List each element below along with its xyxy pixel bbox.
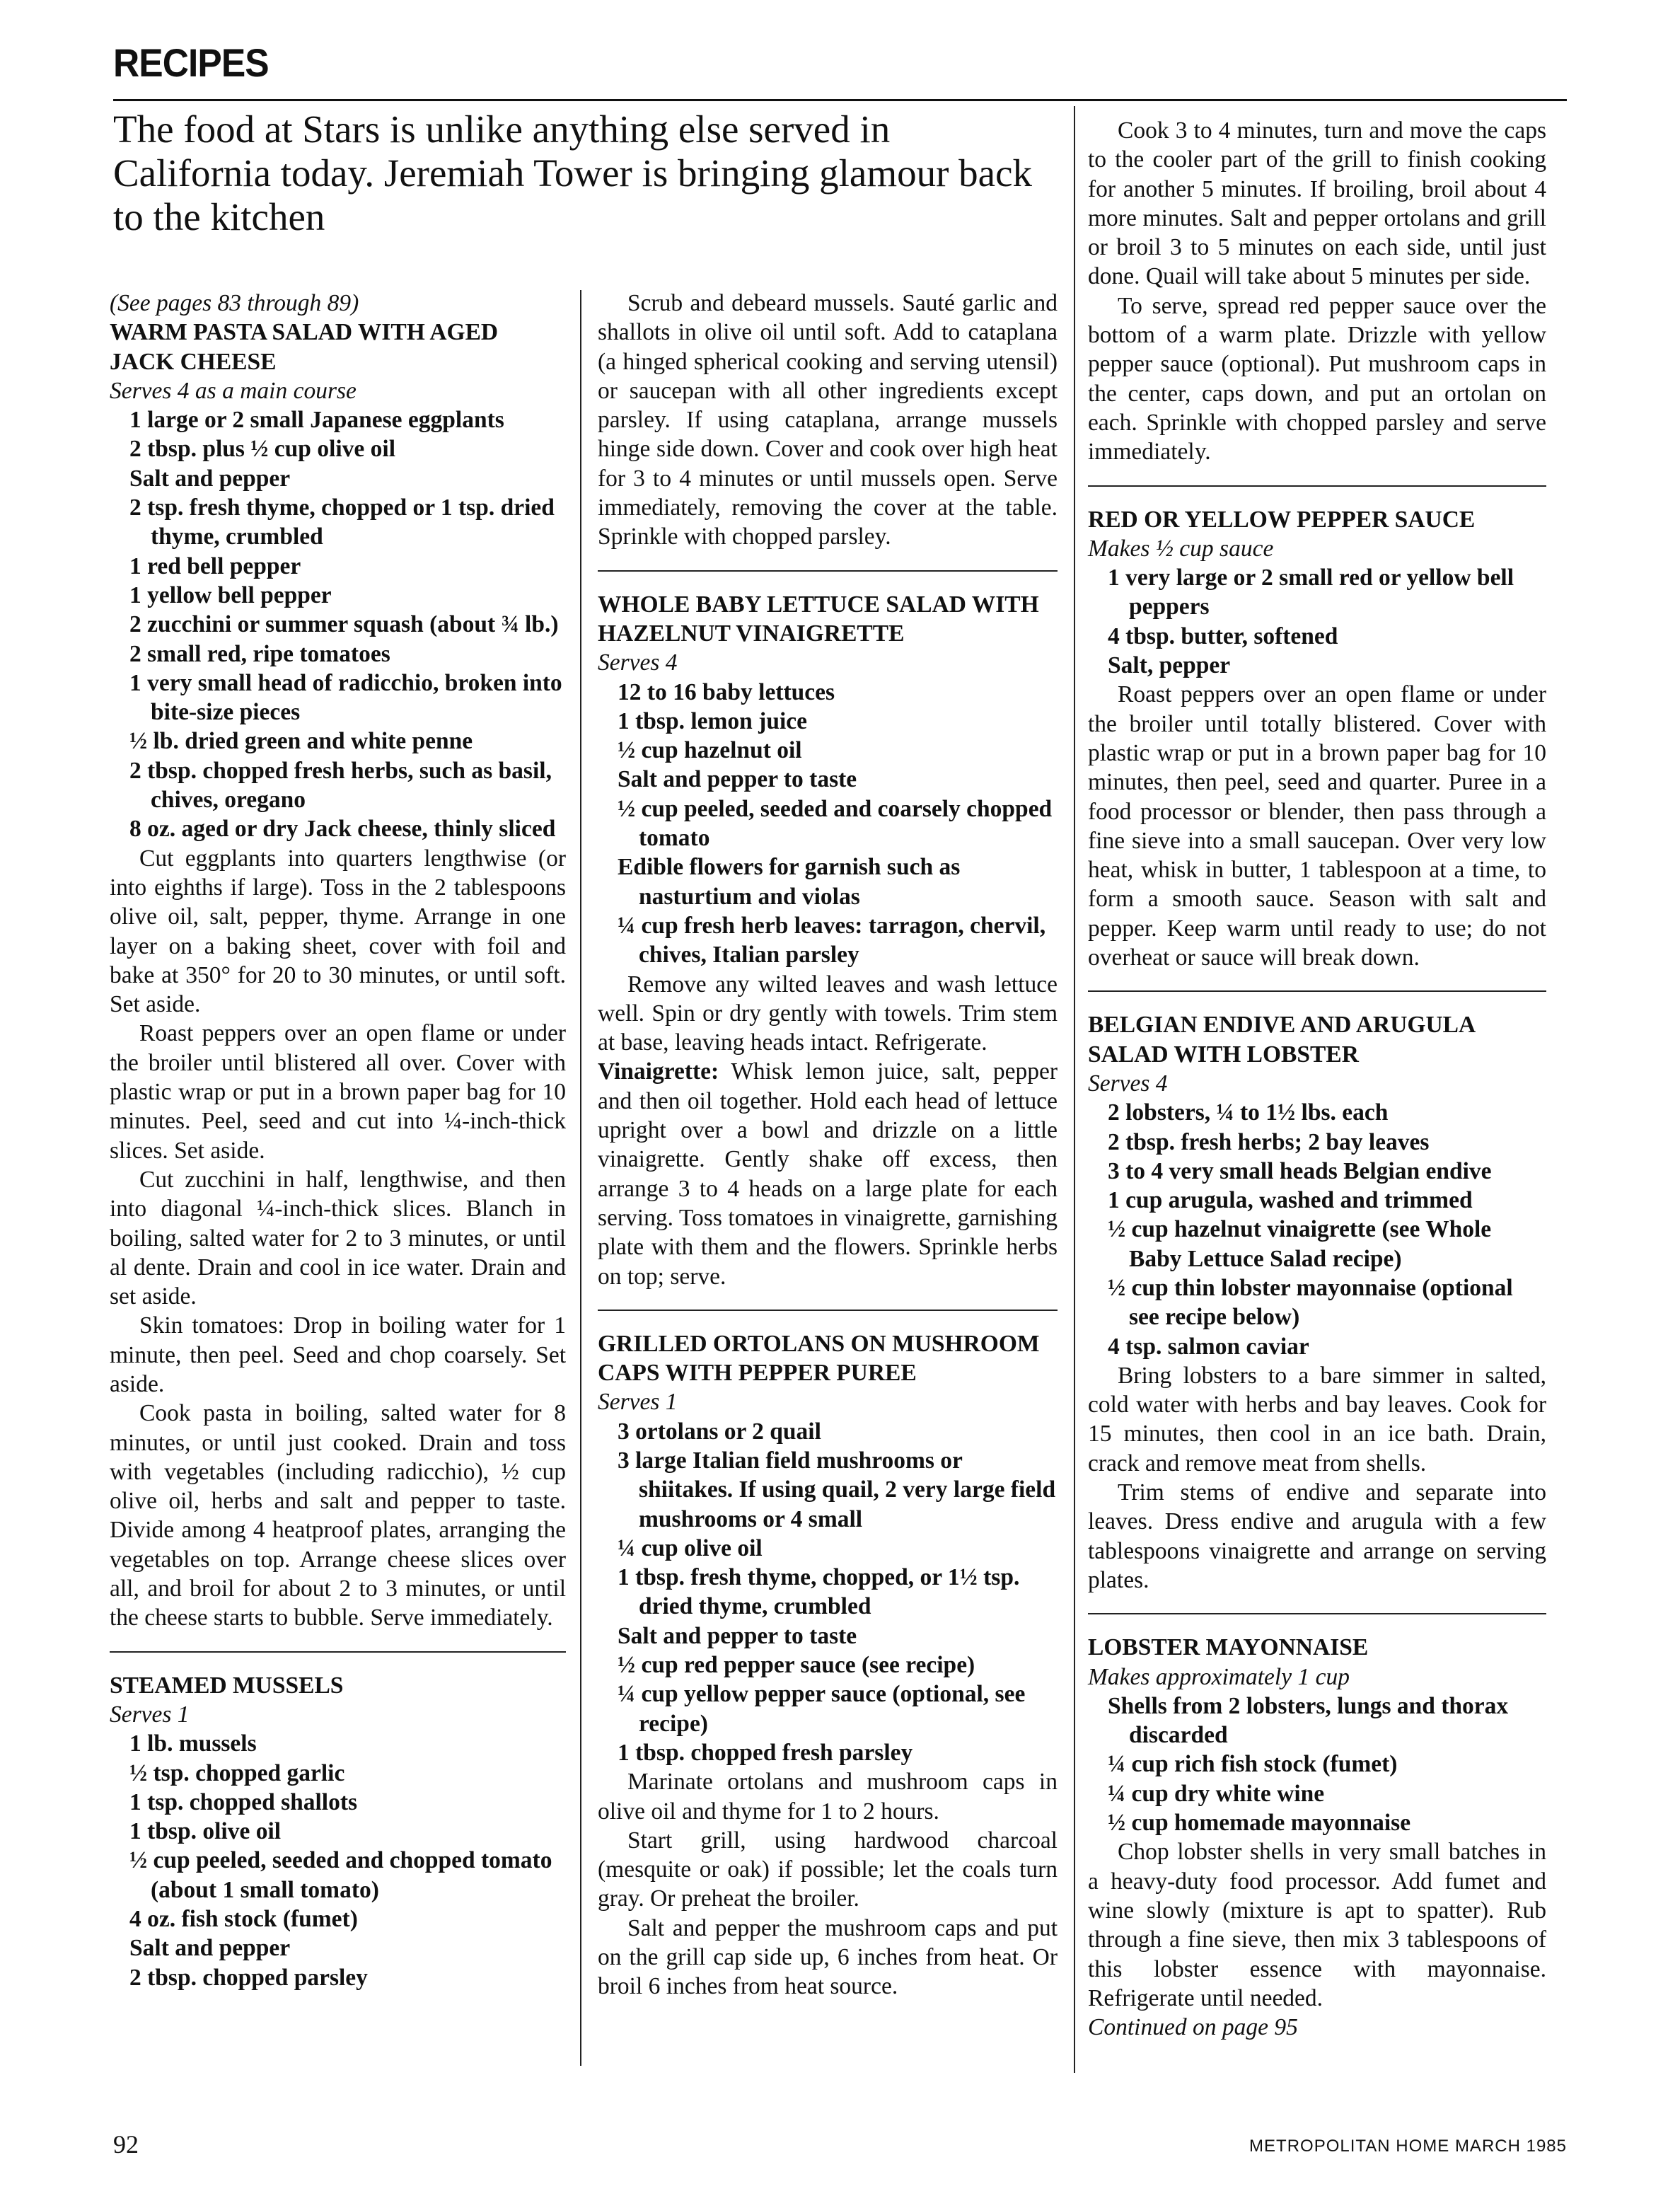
recipe-yield: Serves 4 — [1088, 1070, 1168, 1097]
ingredient: ¼ cup olive oil — [618, 1534, 763, 1561]
paragraph-text: Salt and pepper the mushroom caps and put on the grill cap side up, 6 inches from heat. Or broil 6 inches from heat source. — [598, 1914, 1058, 2000]
instruction-paragraph — [110, 1311, 566, 1399]
instruction-paragraph — [1088, 1837, 1546, 2013]
column-1 — [110, 289, 566, 1992]
ingredient: 12 to 16 baby lettuces — [618, 678, 835, 705]
ingredient: Salt and pepper — [129, 465, 291, 492]
ingredient: 1 tsp. chopped shallots — [129, 1788, 358, 1815]
ingredient: ½ cup thin lobster mayonnaise (optional see recipe below) — [1108, 1274, 1513, 1331]
recipe-title: STEAMED MUSSELS — [110, 1672, 344, 1699]
column-divider — [1074, 106, 1075, 2073]
ingredient: 2 tbsp. chopped parsley — [129, 1964, 368, 1991]
paragraph-text: Cook 3 to 4 minutes, turn and move the caps to the cooler part of the grill to finish cooking for another 5 minutes. If broiling, broil about 4 more minutes. Salt and pepper ortolans and grill or broil 3 to 5 minutes on each side, until just done. Quail will take about 5 minutes per side. — [1088, 117, 1546, 290]
ingredient: ½ cup homemade mayonnaise — [1108, 1810, 1411, 1837]
paragraph-text: Cut zucchini in half, lengthwise, and then into diagonal ¼-inch-thick slices. Blanch in boiling, salted water for 2 to 3 minutes, or until al dente. Drain and cool in ice water. Drain and set aside. — [110, 1166, 566, 1310]
ingredient: Salt and pepper to taste — [618, 766, 857, 793]
paragraph-text: Trim stems of endive and separate into leaves. Dress endive and arugula with a few tablespoons vinaigrette and arrange on serving plates. — [1088, 1479, 1546, 1593]
recipe-title: RED OR YELLOW PEPPER SAUCE — [1088, 506, 1476, 533]
magazine-credit: METROPOLITAN HOME MARCH 1985 — [1249, 2137, 1567, 2156]
ingredient: 1 red bell pepper — [129, 553, 301, 579]
recipe-yield: Makes ½ cup sauce — [1088, 535, 1274, 562]
ingredient: 1 very small head of radicchio, broken into bite-size pieces — [129, 669, 562, 726]
instruction-paragraph — [598, 289, 1058, 552]
paragraph-text: Marinate ortolans and mushroom caps in olive oil and thyme for 1 to 2 hours. — [598, 1769, 1058, 1825]
recipe-yield: Makes approximately 1 cup — [1088, 1663, 1350, 1690]
instruction-paragraph — [1088, 680, 1546, 972]
paragraph-text: Whisk lemon juice, salt, pepper and then oil together. Hold each head of lettuce upright over a bowl and drizzle on a little vinaigrette. Gently shake off excess, then arrange 3 to 4 heads on a large plate for each serving. Toss tomatoes in vinaigrette, garnishing plate with them and the flowers. Sprinkle herbs on top; serve. — [598, 1058, 1058, 1290]
instruction-paragraph — [110, 1165, 566, 1311]
ingredient: 1 tbsp. olive oil — [129, 1818, 282, 1845]
ingredient: ¼ cup fresh herb leaves: tarragon, chervil, chives, Italian parsley — [618, 912, 1046, 969]
ingredient: 1 yellow bell pepper — [129, 582, 332, 608]
recipe-title: BELGIAN ENDIVE AND ARUGULA SALAD WITH LOBSTER — [1088, 1012, 1475, 1068]
instruction-paragraph — [1088, 1478, 1546, 1595]
recipe-title: WARM PASTA SALAD WITH AGED JACK CHEESE — [110, 319, 499, 375]
ingredient: 8 oz. aged or dry Jack cheese, thinly sliced — [129, 816, 556, 843]
ingredient: 2 tbsp. chopped fresh herbs, such as basil, chives, oregano — [129, 757, 552, 814]
ingredient: ¼ cup dry white wine — [1108, 1780, 1325, 1807]
paragraph-text: Chop lobster shells in very small batches in a heavy-duty food processor. Add fumet and wine slowly (mixture is apt to spatter). Rub through a fine sieve, then mix 3 tablespoons of this lobster essence with mayonnaise. Refrigerate until needed. — [1088, 1839, 1546, 2011]
continued-note: Continued on page 95 — [1088, 2014, 1298, 2041]
ingredient: 2 lobsters, ¼ to 1½ lbs. each — [1108, 1099, 1389, 1126]
ingredient: 3 large Italian field mushrooms or shiitakes. If using quail, 2 very large field mushrooms or 4 small — [618, 1447, 1056, 1532]
ingredient: Edible flowers for garnish such as nasturtium and violas — [618, 854, 961, 910]
instruction-paragraph — [598, 1826, 1058, 1914]
recipe — [1088, 990, 1546, 1595]
ingredient: ½ cup hazelnut vinaigrette (see Whole Baby Lettuce Salad recipe) — [1108, 1216, 1492, 1272]
headline: The food at Stars is unlike anything else served in California today. Jeremiah Tower is bringing glamour back to the kitchen — [113, 108, 1032, 238]
instruction-paragraph — [110, 1399, 566, 1632]
paragraph-text: Cook pasta in boiling, salted water for 8 minutes, or until just cooked. Drain and toss with vegetables (including radicchio), ½ cup olive oil, herbs and salt and pepper to taste. Divide among 4 heatproof plates, arranging the vegetables on top. Arrange cheese slices over all, and broil for about 2 to 3 minutes, or until the cheese starts to bubble. Serve immediately. — [110, 1400, 566, 1631]
paragraph-text: Remove any wilted leaves and wash lettuce well. Spin or dry gently with towels. Trim stem at base, leaving heads intact. Refrigerate. — [598, 971, 1058, 1056]
recipe — [1088, 485, 1546, 973]
paragraph-text: Roast peppers over an open flame or under the broiler until blistered all over. Cover with plastic wrap or put in a brown paper bag for 10 minutes. Peel, seed and cut into ¼-inch-thick slices. Set aside. — [110, 1020, 566, 1164]
paragraph-text: To serve, spread red pepper sauce over the bottom of a warm plate. Drizzle with yellow pepper sauce (optional). Put mushroom caps in the center, caps down, and put an ortolan on each. Sprinkle with chopped parsley and serve immediately. — [1088, 292, 1546, 466]
ingredient: ½ cup peeled, seeded and chopped tomato (about 1 small tomato) — [129, 1847, 552, 1903]
page-number: 92 — [113, 2130, 139, 2158]
ingredient: 3 to 4 very small heads Belgian endive — [1108, 1157, 1492, 1184]
instruction-paragraph — [598, 1914, 1058, 2001]
paragraph-text: Scrub and debeard mussels. Sauté garlic and shallots in olive oil until soft. Add to cataplana (a hinged spherical cooking and serving utensil) or saucepan with all other ingredients except parsley. If using cataplana, arrange mussels hinge side down. Cover and cook over high heat for 3 to 4 minutes or until mussels open. Serve immediately, removing the cover at the table. Sprinkle with chopped parsley. — [598, 290, 1058, 550]
ingredient: 1 large or 2 small Japanese eggplants — [129, 407, 504, 434]
ingredient: 1 tbsp. lemon juice — [618, 707, 807, 734]
instruction-paragraph — [1088, 116, 1546, 291]
ingredient: Salt, pepper — [1108, 652, 1231, 679]
recipe — [1088, 1613, 1546, 2042]
top-rule — [113, 99, 1567, 101]
recipe-title: LOBSTER MAYONNAISE — [1088, 1634, 1369, 1661]
recipe — [598, 1310, 1058, 2001]
ingredient: 2 small red, ripe tomatoes — [129, 640, 390, 667]
column-3 — [1088, 116, 1546, 2042]
recipe-yield: Serves 1 — [110, 1701, 190, 1728]
recipe-yield: Serves 4 as a main course — [110, 377, 357, 404]
ingredient: 3 ortolans or 2 quail — [618, 1418, 821, 1445]
ingredient: 2 tsp. fresh thyme, chopped or 1 tsp. dried thyme, crumbled — [129, 495, 555, 550]
ingredient: 1 cup arugula, washed and trimmed — [1108, 1187, 1473, 1214]
column-2 — [598, 289, 1058, 2001]
ingredient: Shells from 2 lobsters, lungs and thorax discarded — [1108, 1692, 1509, 1749]
ingredient: ½ tsp. chopped garlic — [129, 1759, 345, 1786]
ingredient: 1 very large or 2 small red or yellow bell peppers — [1108, 565, 1514, 620]
instruction-paragraph — [110, 1019, 566, 1164]
ingredient: 4 tbsp. butter, softened — [1108, 623, 1338, 649]
ingredient: 2 zucchini or summer squash (about ¾ lb.) — [129, 611, 559, 638]
instruction-paragraph — [598, 1767, 1058, 1826]
recipe — [598, 570, 1058, 1291]
ingredient: 2 tbsp. plus ½ cup olive oil — [129, 436, 396, 463]
ingredient: 4 tsp. salmon caviar — [1108, 1333, 1309, 1360]
instruction-paragraph — [1088, 291, 1546, 467]
ingredient: 2 tbsp. fresh herbs; 2 bay leaves — [1108, 1128, 1430, 1155]
paragraph-text: Cut eggplants into quarters lengthwise (or into eighths if large). Toss in the 2 tablespoons olive oil, salt, pepper, thyme. Arrange in one layer on a baking sheet, cover with foil and bake at 350° for 20 to 30 minutes, or until soft. Set aside. — [110, 845, 566, 1018]
instruction-paragraph — [110, 844, 566, 1019]
paragraph-text: Start grill, using hardwood charcoal (mesquite or oak) if possible; let the coals turn gray. Or preheat the broiler. — [598, 1827, 1058, 1912]
ingredient: ½ lb. dried green and white penne — [129, 728, 473, 755]
page-reference: (See pages 83 through 89) — [110, 290, 359, 316]
ingredient: 1 lb. mussels — [129, 1730, 257, 1757]
section-label: RECIPES — [113, 40, 269, 85]
recipe-yield: Serves 1 — [598, 1389, 678, 1416]
ingredient: ¼ cup rich fish stock (fumet) — [1108, 1751, 1398, 1778]
paragraph-text: Roast peppers over an open flame or under the broiler until totally blistered. Cover with plastic wrap or put in a brown paper bag for 10 minutes, then peel, seed and quarter. Puree in a food processor or blender, then pass through a fine sieve into a small saucepan. Over very low heat, whisk in butter, 1 tablespoon at a time, to form a smooth sauce. Season with salt and pepper. Keep warm until ready to use; do not overheat or sauce will break down. — [1088, 681, 1546, 971]
ingredient: 1 tbsp. fresh thyme, chopped, or 1½ tsp. dried thyme, crumbled — [618, 1564, 1020, 1620]
paragraph-text: Bring lobsters to a bare simmer in salted, cold water with herbs and bay leaves. Cook for 15 minutes, then cool in an ice bath. Drain, crack and remove meat from shells. — [1088, 1362, 1546, 1476]
recipe — [1088, 116, 1546, 467]
ingredient: ½ cup hazelnut oil — [618, 737, 802, 764]
recipe — [110, 1651, 566, 1992]
ingredient: 4 oz. fish stock (fumet) — [129, 1906, 358, 1933]
column-divider — [580, 290, 581, 2066]
recipe-title: WHOLE BABY LETTUCE SALAD WITH HAZELNUT VINAIGRETTE — [598, 591, 1039, 647]
recipe-yield: Serves 4 — [598, 649, 678, 676]
ingredient: 1 tbsp. chopped fresh parsley — [618, 1739, 913, 1766]
instruction-paragraph — [598, 970, 1058, 1058]
paragraph-text: Skin tomatoes: Drop in boiling water for 1 minute, then peel. Seed and chop coarsely. Set aside. — [110, 1312, 566, 1397]
instruction-paragraph — [598, 1057, 1058, 1290]
recipe-title: GRILLED ORTOLANS ON MUSHROOM CAPS WITH PEPPER PUREE — [598, 1330, 1040, 1387]
ingredient: Salt and pepper — [129, 1935, 291, 1962]
recipe — [110, 289, 566, 1633]
ingredient: ½ cup red pepper sauce (see recipe) — [618, 1652, 975, 1679]
ingredient: ½ cup peeled, seeded and coarsely chopped tomato — [618, 795, 1053, 852]
recipe — [598, 289, 1058, 552]
ingredient: Salt and pepper to taste — [618, 1622, 857, 1649]
instruction-paragraph — [1088, 1361, 1546, 1478]
paragraph-lead: Vinaigrette: — [598, 1058, 719, 1085]
ingredient: ¼ cup yellow pepper sauce (optional, see recipe) — [618, 1681, 1026, 1737]
